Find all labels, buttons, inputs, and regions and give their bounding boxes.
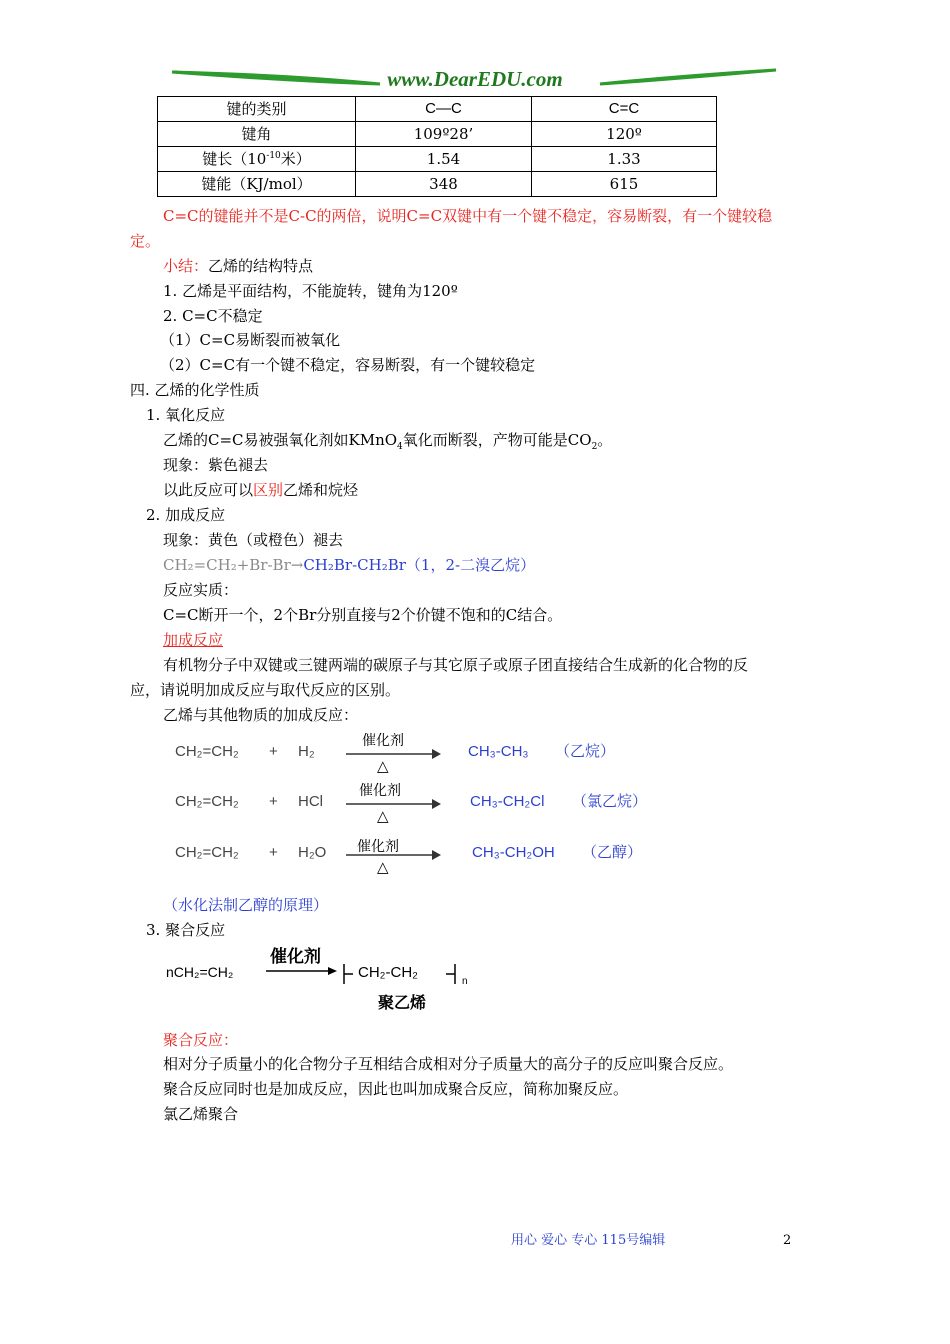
oxidation-desc-c: 。	[597, 431, 613, 449]
summary-title: 乙烯的结构特点	[208, 257, 314, 275]
poly-definition-title: 聚合反应：	[163, 1031, 239, 1049]
addition-definition-title: 加成反应	[163, 631, 224, 649]
reaction-catalyst: 催化剂	[357, 838, 399, 854]
hydration-note: （水化法制乙醇的原理）	[163, 896, 329, 914]
reaction-plus: +	[269, 793, 278, 810]
oxidation-desc	[163, 430, 612, 450]
bond-energy-note: C=C的键能并不是C-C的两倍，说明C=C双键中有一个键不稳定，容易断裂，有一个键较稳	[163, 207, 773, 225]
table-row	[158, 172, 717, 197]
reaction-reactant: CH₂=CH₂	[175, 844, 239, 861]
addition-title: 2. 加成反应	[146, 506, 226, 524]
oxidation-use-a: 以此反应可以	[163, 481, 254, 499]
bromine-equation	[163, 555, 535, 575]
reaction-product: CH₃-CH₂OH	[472, 844, 555, 861]
bond-length-label: 键长（10	[202, 150, 267, 168]
reaction-heat: △	[377, 758, 389, 775]
bond-length-exponent: -10	[266, 151, 281, 161]
poly-bracket-right	[445, 962, 459, 986]
oxidation-sub-2: 2	[591, 442, 598, 452]
reaction-heat: △	[377, 859, 389, 876]
footer-text: 用心 爱心 专心 115号编辑	[511, 1233, 666, 1248]
reaction-arrow	[346, 849, 442, 861]
poly-subscript-n: n	[462, 976, 468, 987]
oxidation-use-b: 乙烯和烷烃	[283, 481, 359, 499]
reaction-heat: △	[377, 808, 389, 825]
header-banner	[170, 64, 780, 100]
summary-point-2a: （1）C=C易断裂而被氧化	[160, 331, 341, 349]
reaction-reactant: CH₂=CH₂	[175, 793, 239, 810]
bond-energy-note-cont: 定。	[130, 232, 161, 250]
table-cell: 348	[356, 172, 532, 197]
reaction-catalyst: 催化剂	[362, 732, 404, 748]
bromine-eq-right: CH₂Br-CH₂Br（1，2-二溴乙烷）	[303, 556, 536, 574]
oxidation-use	[163, 480, 358, 500]
addition-phenomenon: 现象：黄色（或橙色）褪去	[163, 531, 344, 549]
oxidation-desc-b: 氧化而断裂，产物可能是CO	[402, 431, 592, 449]
table-row	[158, 147, 717, 172]
table-row	[158, 97, 717, 122]
poly-reactant: nCH₂=CH₂	[166, 964, 234, 980]
reaction-plus: +	[269, 844, 278, 861]
banner-left-swoosh	[172, 72, 380, 84]
reaction-product-name: （氯乙烷）	[572, 793, 648, 810]
reaction-catalyst: 催化剂	[359, 782, 401, 798]
table-row	[158, 122, 717, 147]
reaction-product-name: （乙醇）	[582, 844, 643, 861]
oxidation-use-highlight: 区别	[253, 481, 284, 499]
reaction-product-name: （乙烷）	[555, 743, 616, 760]
poly-definition-1: 相对分子质量小的化合物分子互相结合成相对分子质量大的高分子的反应叫聚合反应。	[163, 1055, 734, 1073]
table-cell: 109º28’	[356, 122, 532, 147]
reaction-reagent: H₂	[298, 743, 315, 760]
table-cell: 120º	[532, 122, 717, 147]
site-name: www.DearEDU.com	[387, 67, 563, 91]
reaction-reagent: HCl	[298, 793, 323, 810]
reaction-reagent: H₂O	[298, 844, 327, 861]
oxidation-phenomenon: 现象：紫色褪去	[163, 456, 269, 474]
reaction-reactant: CH₂=CH₂	[175, 743, 239, 760]
essence-label: 反应实质：	[163, 581, 239, 599]
poly-bracket-left	[340, 962, 354, 986]
table-cell: 1.54	[356, 147, 532, 172]
poly-definition-2: 聚合反应同时也是加成反应，因此也叫加成聚合反应，简称加聚反应。	[163, 1080, 629, 1098]
summary-heading	[163, 256, 313, 276]
table-cell	[158, 147, 356, 172]
table-cell: C=C	[532, 97, 717, 122]
table-cell: 键能（KJ/mol）	[158, 172, 356, 197]
reaction-product: CH₃-CH₃	[468, 743, 529, 760]
poly-catalyst: 催化剂	[270, 947, 321, 966]
page-number: 2	[783, 1233, 792, 1248]
poly-product: CH₂-CH₂	[358, 964, 418, 981]
summary-point-1: 1. 乙烯是平面结构，不能旋转，键角为120º	[163, 282, 458, 300]
addition-definition-1: 有机物分子中双键或三键两端的碳原子与其它原子或原子团直接结合生成新的化合物的反	[163, 656, 749, 674]
reaction-plus: +	[269, 743, 278, 760]
reaction-arrow	[346, 798, 442, 810]
oxidation-desc-a: 乙烯的C=C易被强氧化剂如KMnO	[163, 431, 398, 449]
oxidation-title: 1. 氧化反应	[146, 406, 226, 424]
pvc-polymerization: 氯乙烯聚合	[163, 1105, 239, 1123]
summary-point-2: 2. C=C不稳定	[163, 307, 263, 325]
bond-comparison-table	[157, 96, 717, 197]
polymerization-title: 3. 聚合反应	[146, 921, 226, 939]
poly-arrow	[266, 966, 338, 976]
section-heading: 四. 乙烯的化学性质	[130, 381, 260, 399]
table-cell: 1.33	[532, 147, 717, 172]
bromine-eq-left: CH₂=CH₂+Br-Br→	[163, 556, 304, 574]
essence-text: C=C断开一个，2个Br分别直接与2个价键不饱和的C结合。	[163, 606, 563, 624]
summary-point-2b: （2）C=C有一个键不稳定，容易断裂，有一个键较稳定	[160, 356, 536, 374]
poly-name: 聚乙烯	[378, 995, 427, 1012]
table-cell: 键的类别	[158, 97, 356, 122]
table-cell: 键角	[158, 122, 356, 147]
reaction-product: CH₃-CH₂Cl	[470, 793, 545, 810]
addition-definition-2: 应，请说明加成反应与取代反应的区别。	[130, 681, 401, 699]
reaction-arrow	[346, 748, 442, 760]
summary-label: 小结：	[163, 257, 209, 275]
table-cell: C—C	[356, 97, 532, 122]
table-cell: 615	[532, 172, 717, 197]
oxidation-sub-4: 4	[397, 442, 403, 452]
bond-length-unit: 米）	[280, 150, 311, 168]
banner-right-swoosh	[600, 70, 776, 84]
addition-others: 乙烯与其他物质的加成反应：	[163, 706, 359, 724]
